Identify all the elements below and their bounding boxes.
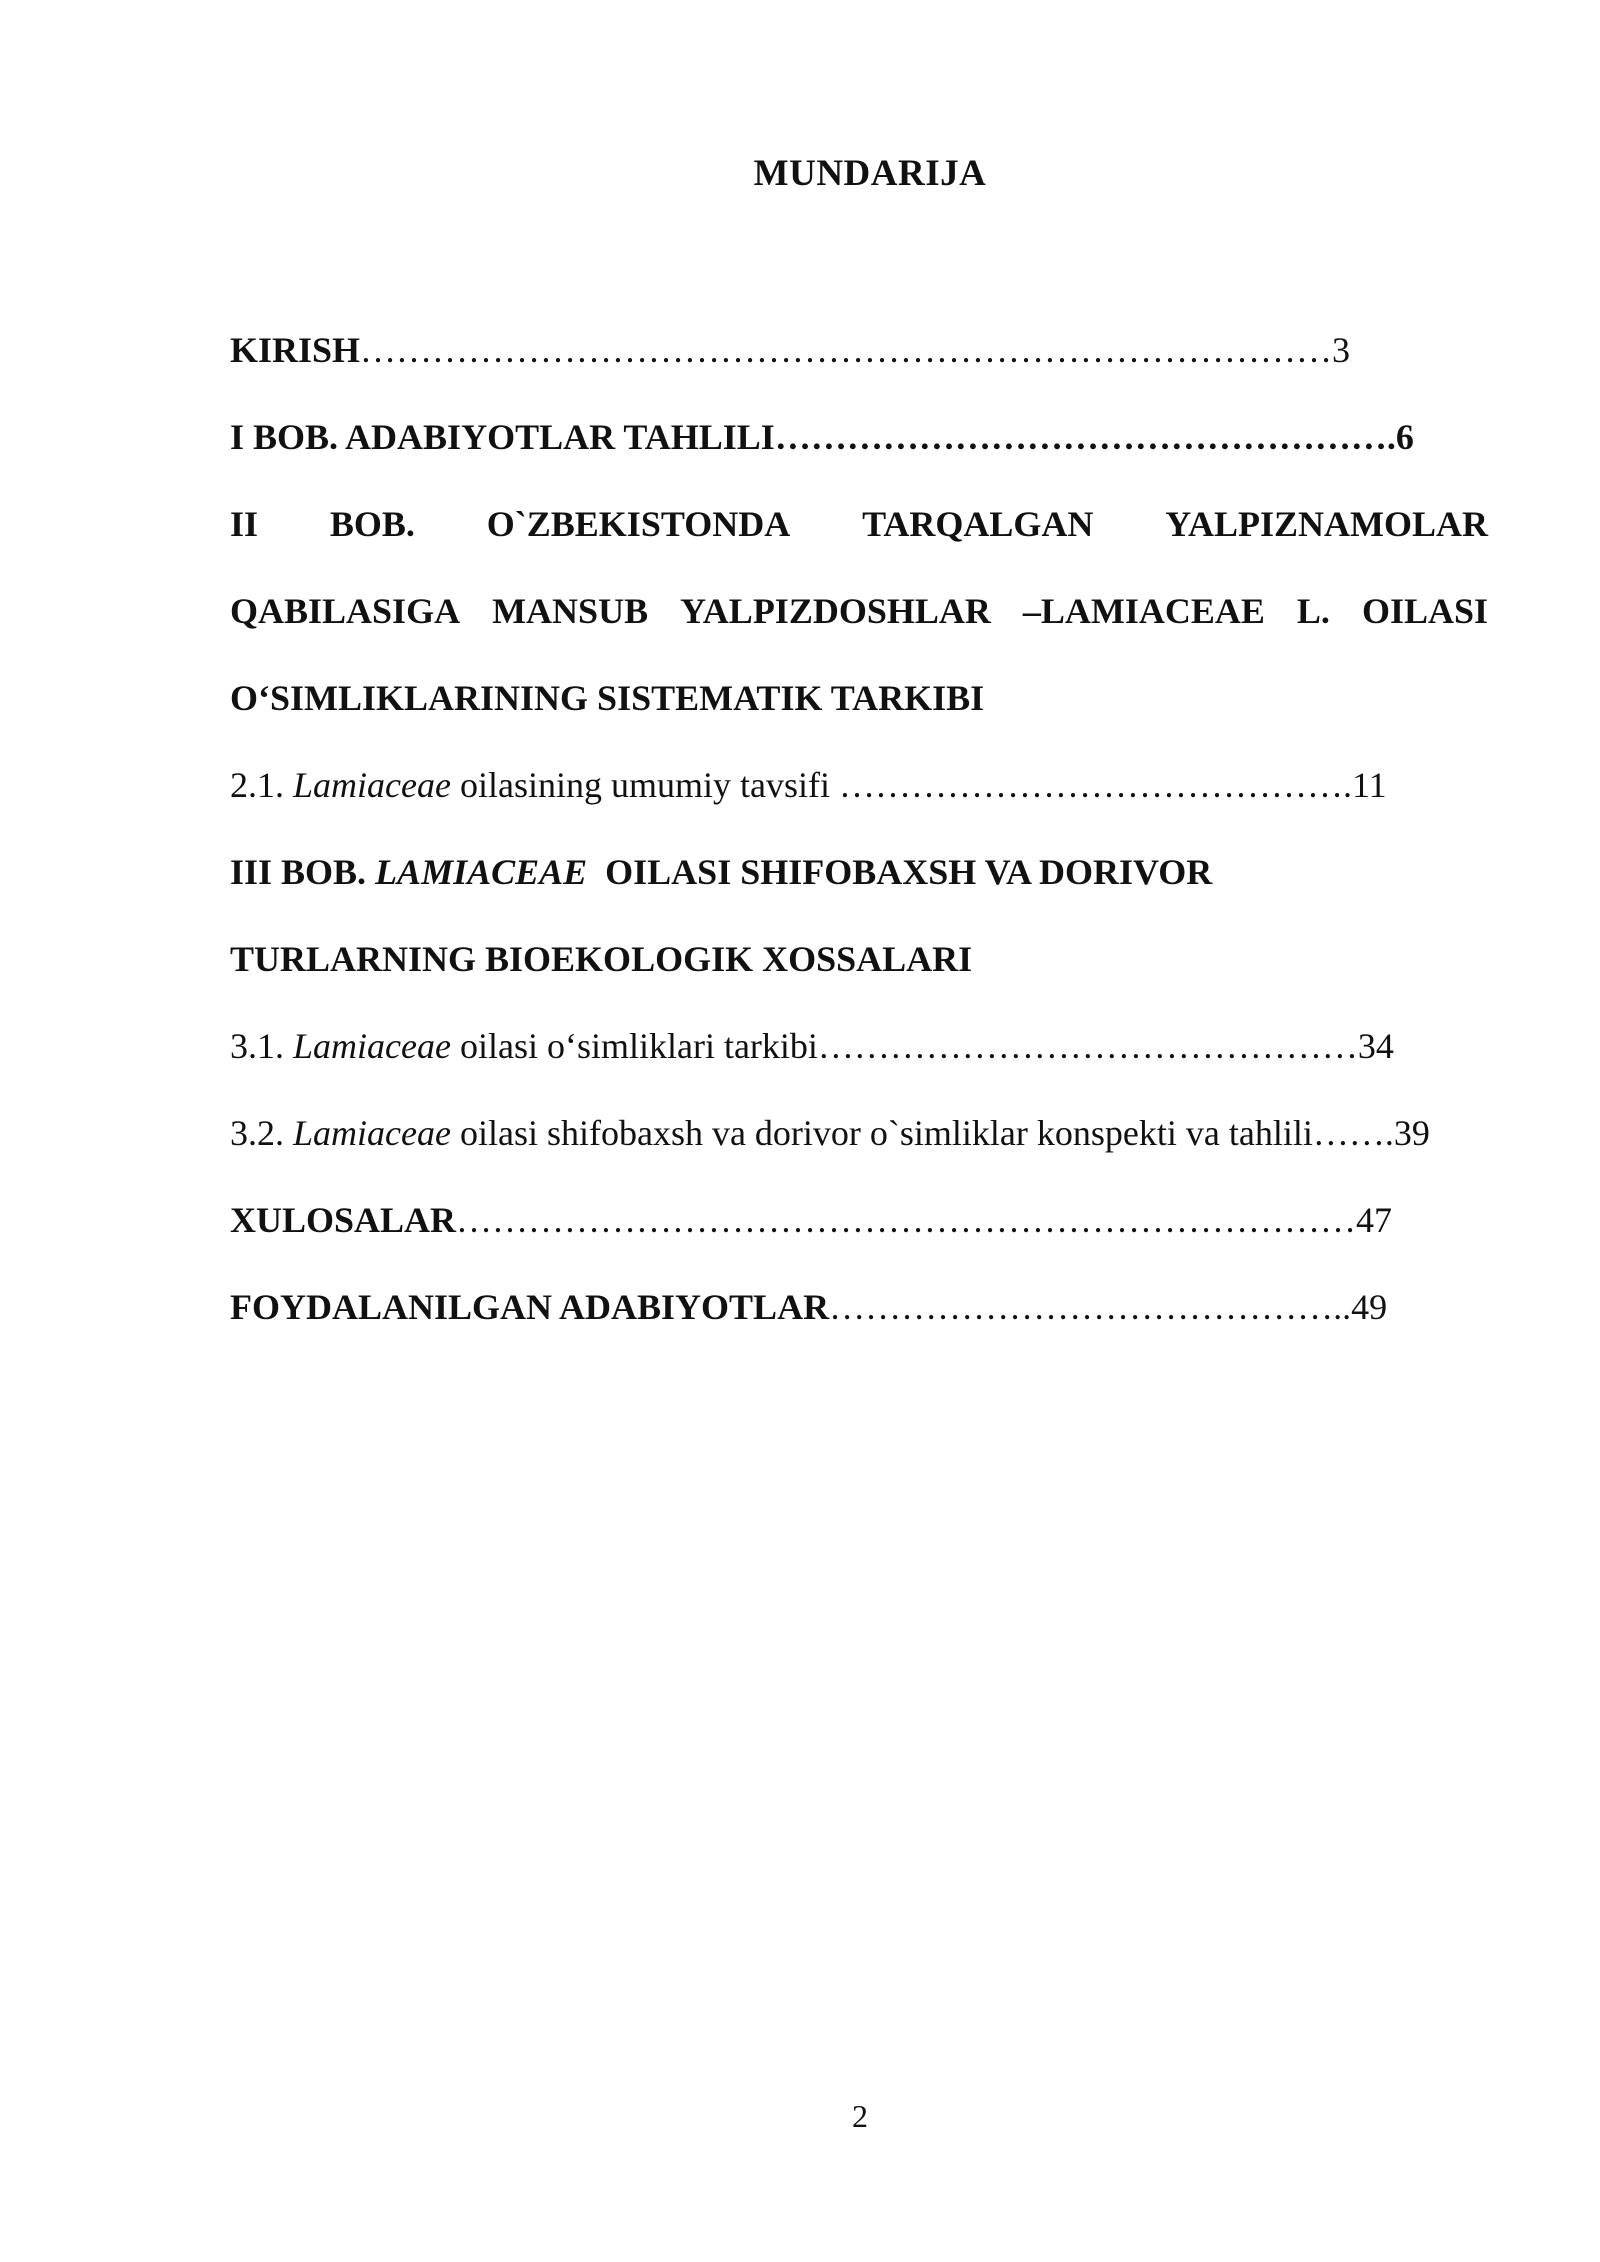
- italic-taxon: Lamiaceae: [293, 1026, 451, 1066]
- toc-page-number: 49: [1351, 1287, 1388, 1327]
- toc-page-number: 34: [1357, 1026, 1394, 1066]
- toc-page-number: 6: [1395, 417, 1414, 457]
- toc-leader-dots: ……………………………………..: [829, 1287, 1352, 1327]
- toc-label-prefix: III BOB.: [230, 852, 376, 892]
- toc-page-number: 47: [1356, 1200, 1393, 1240]
- italic-taxon: Lamiaceae: [293, 765, 451, 805]
- toc-label: KIRISH: [230, 330, 361, 370]
- toc-entry-foydalanilgan: [230, 1285, 1387, 1329]
- section-number: 3.1.: [230, 1026, 293, 1066]
- toc-page-number: 3: [1332, 330, 1351, 370]
- italic-taxon: LAMIACEAE: [375, 852, 588, 892]
- section-number: 2.1.: [230, 765, 293, 805]
- heading-word: II: [230, 504, 259, 544]
- page-title: MUNDARIJA: [753, 153, 987, 194]
- toc-entry-bob2-line1: [230, 502, 1488, 546]
- heading-word: OILASI: [1361, 591, 1488, 631]
- toc-leader-dots: ………………………………………: [817, 1026, 1358, 1066]
- heading-word: TARQALGAN: [862, 504, 1094, 544]
- toc-entry-bob2-line2: [230, 589, 1488, 633]
- heading-word: L.: [1296, 591, 1330, 631]
- toc-page-number: 11: [1351, 765, 1387, 805]
- heading-word: BOB.: [329, 504, 415, 544]
- heading-word: YALPIZDOSHLAR: [680, 591, 991, 631]
- toc-entry-2-1: [230, 763, 1387, 807]
- heading-word: –LAMIACEAE: [1022, 591, 1265, 631]
- toc-leader-dots: …………………………………………….: [774, 417, 1396, 457]
- toc-label: XULOSALAR: [230, 1200, 457, 1240]
- toc-label: I BOB. ADABIYOTLAR TAHLILI: [230, 417, 775, 457]
- toc-entry-kirish: [230, 328, 1350, 372]
- heading-word: YALPIZNAMOLAR: [1165, 504, 1488, 544]
- toc-entry-3-2: [230, 1111, 1430, 1155]
- heading-word: O`ZBEKISTONDA: [486, 504, 791, 544]
- toc-entry-bob2-line3: O‘SIMLIKLARINING SISTEMATIK TARKIBI: [230, 678, 985, 718]
- toc-label: OILASI SHIFOBAXSH VA DORIVOR: [587, 852, 1213, 892]
- toc-leader-dots: …………………………………………………………………: [456, 1200, 1357, 1240]
- toc-leader-dots: ………………………………………………………………………: [360, 330, 1333, 370]
- italic-taxon: Lamiaceae: [293, 1113, 451, 1153]
- toc-entry-bob3-line1: [230, 850, 1212, 894]
- section-number: 3.2.: [230, 1113, 293, 1153]
- toc-entry-xulosalar: [230, 1198, 1392, 1242]
- toc-label: oilasi o‘simliklari tarkibi: [450, 1026, 818, 1066]
- toc-entry-3-1: [230, 1024, 1394, 1068]
- toc-entry-bob1: [230, 415, 1414, 459]
- toc-page-number: 39: [1393, 1113, 1430, 1153]
- toc-leader-dots: …….: [1312, 1113, 1394, 1153]
- page-number: 2: [852, 2098, 868, 2134]
- toc-entry-bob3-line2: TURLARNING BIOEKOLOGIK XOSSALARI: [230, 939, 973, 979]
- heading-word: QABILASIGA: [230, 591, 461, 631]
- toc-leader-dots: …………………………………….: [838, 765, 1352, 805]
- toc-label: oilasining umumiy tavsifi: [450, 765, 839, 805]
- toc-label: FOYDALANILGAN ADABIYOTLAR: [230, 1287, 830, 1327]
- heading-word: MANSUB: [492, 591, 649, 631]
- toc-label: oilasi shifobaxsh va dorivor o`simliklar konspekti va tahlili: [450, 1113, 1313, 1153]
